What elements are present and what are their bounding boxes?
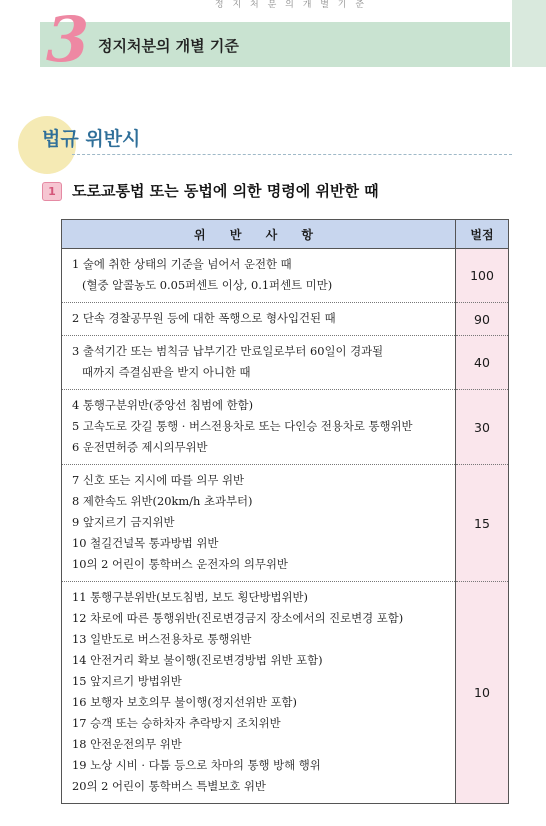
violation-item: 1 술에 취한 상태의 기준을 넘어서 운전한 때: [72, 257, 292, 271]
violation-item: 때까지 즉결심판을 받지 아니한 때: [82, 365, 251, 379]
section-title: 법규 위반시: [42, 128, 141, 150]
table-header-row: [62, 220, 509, 249]
violation-item: 14 안전거리 확보 불이행(진로변경방법 위반 포함): [72, 653, 323, 667]
violation-item: 8 제한속도 위반(20km/h 초과부터): [72, 494, 253, 508]
violation-item: 3 출석기간 또는 범칙금 납부기간 만료일로부터 60일이 경과될: [72, 344, 384, 358]
chapter-title: 정지처분의 개별 기준: [98, 37, 239, 55]
table-body: [62, 249, 509, 804]
section-divider: [72, 154, 512, 155]
table-row: [62, 249, 509, 303]
column-header-points: 벌점: [456, 220, 509, 249]
table-row: [62, 303, 509, 336]
chapter-band-edge: [512, 0, 546, 67]
subsection-title: 도로교통법 또는 동법에 의한 명령에 위반한 때: [72, 182, 379, 200]
table-row: [62, 582, 509, 804]
violation-item: 20의 2 어린이 통학버스 특별보호 위반: [72, 779, 266, 793]
violation-item: 16 보행자 보호의무 불이행(정지선위반 포함): [72, 695, 297, 709]
violation-item: 4 통행구분위반(중앙선 침범에 한함): [72, 398, 254, 412]
subsection-number-badge: 1: [42, 182, 62, 201]
table-row: [62, 465, 509, 582]
violation-items-cell: [62, 465, 456, 582]
penalty-points-cell: 10: [456, 582, 509, 804]
violation-item: 10 철길건널목 통과방법 위반: [72, 536, 219, 550]
chapter-number: 3: [46, 3, 90, 76]
violation-item: 6 운전면허증 제시의무위반: [72, 440, 208, 454]
violation-item: 5 고속도로 갓길 통행 · 버스전용차로 또는 다인승 전용차로 통행위반: [72, 419, 413, 433]
violation-item: 11 통행구분위반(보도침범, 보도 횡단방법위반): [72, 590, 308, 604]
violation-item: 12 차로에 따른 통행위반(진로변경금지 장소에서의 진로변경 포함): [72, 611, 404, 625]
violation-item: 17 승객 또는 승하차자 추락방지 조치위반: [72, 716, 281, 730]
violation-item: 13 일반도로 버스전용차로 통행위반: [72, 632, 252, 646]
table-row: [62, 390, 509, 465]
violation-item: 9 앞지르기 금지위반: [72, 515, 175, 529]
violation-points-table: [61, 219, 509, 804]
violation-item: 10의 2 어린이 통학버스 운전자의 의무위반: [72, 557, 288, 571]
column-header-violation: 위 반 사 항: [62, 220, 456, 249]
violation-item: 2 단속 경찰공무원 등에 대한 폭행으로 형사입건된 때: [72, 311, 336, 325]
penalty-points-cell: 40: [456, 336, 509, 390]
penalty-points-cell: 30: [456, 390, 509, 465]
running-head: 정 지 처 분 의 개 별 기 준: [182, 0, 400, 23]
violation-item: 15 앞지르기 방법위반: [72, 674, 182, 688]
table-row: [62, 336, 509, 390]
violation-items-cell: [62, 390, 456, 465]
violation-item: 7 신호 또는 지시에 따를 의무 위반: [72, 473, 245, 487]
violation-items-cell: [62, 249, 456, 303]
violation-item: 18 안전운전의무 위반: [72, 737, 182, 751]
penalty-points-cell: 15: [456, 465, 509, 582]
penalty-points-cell: 100: [456, 249, 509, 303]
violation-item: (혈중 알콜농도 0.05퍼센트 이상, 0.1퍼센트 미만): [82, 278, 333, 292]
violation-items-cell: [62, 582, 456, 804]
violation-items-cell: [62, 303, 456, 336]
violation-items-cell: [62, 336, 456, 390]
penalty-points-cell: 90: [456, 303, 509, 336]
violation-item: 19 노상 시비 · 다툼 등으로 차마의 통행 방해 행위: [72, 758, 321, 772]
